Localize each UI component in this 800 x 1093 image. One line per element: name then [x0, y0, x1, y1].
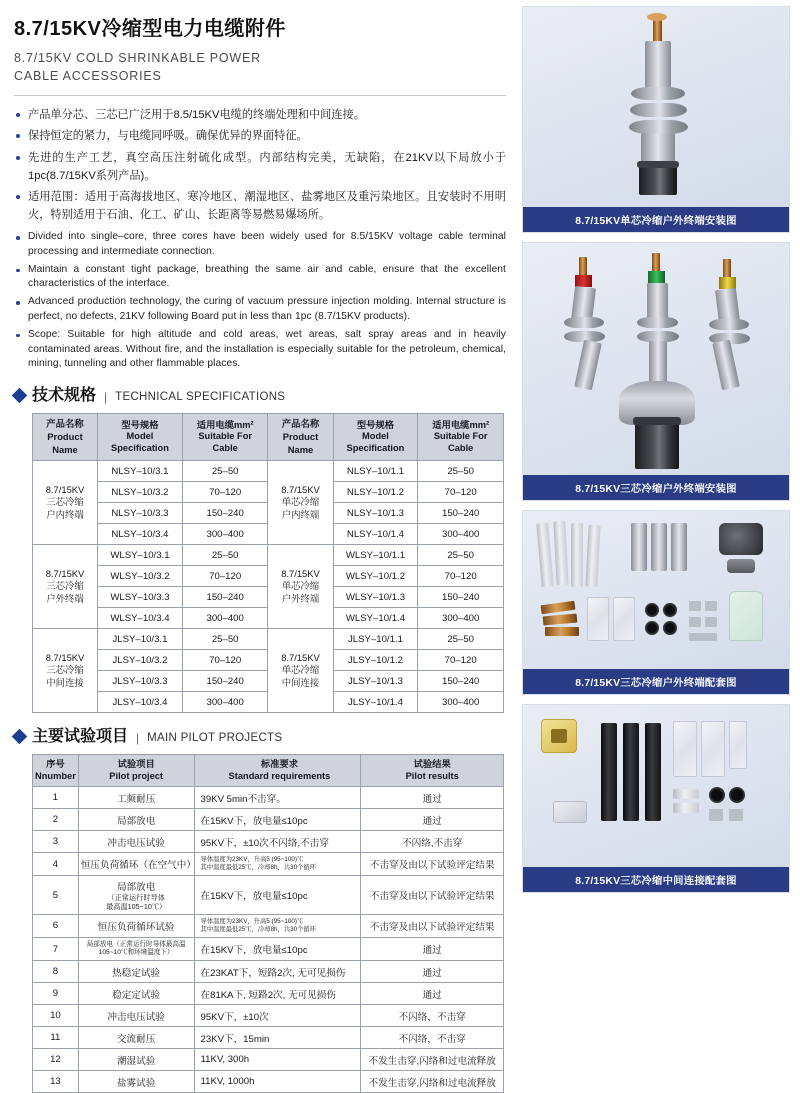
model-cell: JLSY–10/3.2 — [98, 650, 183, 671]
header-cn: 适用电缆mm² — [196, 419, 254, 430]
cell-item: 冲击电压试验 — [78, 831, 194, 853]
photo-three-core-joint-kit — [523, 705, 789, 867]
cable-cell: 25–50 — [182, 461, 268, 482]
cable-cell: 150–240 — [418, 503, 504, 524]
cable-cell: 25–50 — [182, 545, 268, 566]
header-cn: 标准要求 — [260, 759, 299, 770]
kit-ring-3 — [645, 621, 659, 635]
joint-bag-2 — [701, 721, 725, 777]
header-en: Model Specification — [111, 431, 169, 453]
list-item: Advanced production technology, the curing of vacuum pressure injection molding. Internal structure is perfect, no defects, 21KV following Board put in less than 1pc (8.7/15KV products). — [14, 295, 506, 325]
branch-skirt-right-1 — [709, 319, 749, 330]
col-number — [33, 755, 79, 787]
photo-single-core-outdoor-terminal — [523, 7, 789, 207]
cell-standard: 在81KA下, 短路2次, 无可见损伤 — [194, 983, 361, 1005]
kit-glove — [729, 591, 763, 641]
branch-skirt-center-1 — [637, 317, 678, 328]
model-cell: WLSY–10/1.1 — [333, 545, 418, 566]
cable-cell: 70–120 — [418, 566, 504, 587]
joint-bag-3 — [729, 721, 747, 769]
header-en: Product Name — [47, 430, 83, 455]
cell-number: 12 — [33, 1049, 79, 1071]
right-photo-column — [518, 0, 800, 981]
cell-number: 7 — [33, 937, 79, 960]
list-item: 保持恒定的紧力，与电缆同呼吸。确保优异的界面特征。 — [14, 127, 506, 145]
header-en: Suitable For Cable — [198, 431, 253, 453]
kit-lug-1 — [541, 601, 576, 615]
col-cable-1 — [182, 414, 268, 461]
col-model-2 — [333, 414, 418, 461]
header-en: Standard requirements — [228, 770, 331, 781]
model-cell: JLSY–10/3.1 — [98, 629, 183, 650]
group-name-cell: 8.7/15KV 三芯冷缩 户外终端 — [33, 545, 98, 629]
cell-standard — [194, 853, 361, 876]
kit-tube-1 — [536, 523, 554, 588]
model-cell: WLSY–10/1.3 — [333, 587, 418, 608]
group-name-cell: 8.7/15KV 单芯冷缩 中间连接 — [268, 629, 333, 713]
page-title: 8.7/15KV冷缩型电力电缆附件 — [14, 18, 286, 40]
model-cell: WLSY–10/3.3 — [98, 587, 183, 608]
section-header-pilot — [14, 729, 506, 745]
diamond-icon — [12, 388, 28, 404]
cell-item-main: 局部放电 — [116, 882, 156, 894]
table-row — [33, 461, 504, 482]
cable-cell: 150–240 — [182, 671, 268, 692]
joint-ring-1 — [709, 787, 725, 803]
kit-stress-cone-2 — [651, 523, 667, 571]
cell-item-note: （正常运行时导体 最高温105~10℃） — [106, 893, 167, 912]
branch-lug-right — [723, 259, 731, 279]
cell-result: 通过 — [361, 937, 504, 960]
cell-standard-note: 导体温度为23KV，升高5 (95~100)℃ 其中温度最低25℃，冷却8h，共30个循环 — [200, 856, 316, 872]
header-en: Model Specification — [346, 431, 405, 453]
cable-cell: 70–120 — [418, 650, 504, 671]
phase-band-green — [648, 271, 665, 283]
intro-bullets-en — [14, 230, 506, 372]
joint-chip-1 — [709, 809, 723, 821]
branch-tube-center — [647, 283, 668, 321]
model-cell: NLSY–10/3.4 — [98, 524, 183, 545]
cell-result: 通过 — [361, 983, 504, 1005]
cell-standard: 11KV, 1000h — [194, 1071, 361, 1093]
cell-result: 不击穿及由以下试验评定结果 — [361, 915, 504, 938]
title-divider — [14, 95, 506, 96]
table-header-row — [33, 414, 504, 461]
model-cell: NLSY–10/1.4 — [333, 524, 418, 545]
cell-result: 不发生击穿,闪络和过电流释放 — [361, 1071, 504, 1093]
kit-bag-1 — [587, 597, 609, 641]
table-row — [33, 787, 504, 809]
cable-cell: 25–50 — [182, 629, 268, 650]
model-cell: WLSY–10/3.1 — [98, 545, 183, 566]
kit-stress-cone-3 — [671, 523, 687, 571]
cell-standard — [194, 915, 361, 938]
cell-number: 9 — [33, 983, 79, 1005]
terminal-upper-tube — [645, 41, 671, 91]
cell-item — [78, 876, 194, 915]
cell-item: 局部放电（正常运行时导体最高温105~10℃和环境温度下） — [78, 937, 194, 960]
cell-number: 10 — [33, 1005, 79, 1027]
model-cell: NLSY–10/1.3 — [333, 503, 418, 524]
insulator-skirt-2 — [630, 103, 687, 117]
model-cell: JLSY–10/3.3 — [98, 671, 183, 692]
cell-result: 不闪络，不击穿 — [361, 1027, 504, 1049]
cell-standard-note: 导体温度为23KV，升高5 (95~100)℃ 其中温度最低25℃，冷却8h，共30个循环 — [200, 918, 316, 933]
cell-item: 热稳定试验 — [78, 961, 194, 983]
group-name-cell: 8.7/15KV 单芯冷缩 户外终端 — [268, 545, 333, 629]
cell-number: 4 — [33, 853, 79, 876]
sealing-band — [637, 161, 679, 168]
cable-cell: 25–50 — [418, 461, 504, 482]
kit-bag-2 — [613, 597, 635, 641]
cable-cell: 70–120 — [182, 482, 268, 503]
table-row — [33, 915, 504, 938]
spec-table-body — [33, 461, 504, 713]
header-cn: 型号规格 — [356, 419, 395, 430]
model-cell: NLSY–10/3.3 — [98, 503, 183, 524]
group-name-cell: 8.7/15KV 单芯冷缩 户内终端 — [268, 461, 333, 545]
kit-tape-reel-core — [551, 729, 567, 743]
model-cell: NLSY–10/3.1 — [98, 461, 183, 482]
joint-connector-2 — [673, 803, 699, 813]
model-cell: WLSY–10/1.2 — [333, 566, 418, 587]
cell-number: 1 — [33, 787, 79, 809]
cell-standard: 在15KV下，放电量≤10pc — [194, 876, 361, 915]
cell-standard: 39KV 5min不击穿。 — [194, 787, 361, 809]
cell-standard: 在15KV下，放电量≤10pc — [194, 937, 361, 960]
photo-card-single-core-outdoor-terminal — [522, 6, 790, 233]
header-en: Pilot results — [405, 770, 459, 781]
kit-chip-3 — [689, 617, 701, 627]
cell-item: 恒压负荷循环试验 — [78, 915, 194, 938]
main-cable — [635, 421, 679, 469]
cell-number: 13 — [33, 1071, 79, 1093]
cell-standard: 23KV下，15min — [194, 1027, 361, 1049]
model-cell: NLSY–10/1.1 — [333, 461, 418, 482]
table-row — [33, 545, 504, 566]
page-subtitle-line2: CABLE ACCESSORIES — [14, 69, 162, 84]
section-header-specs — [14, 388, 506, 404]
model-cell: NLSY–10/3.2 — [98, 482, 183, 503]
header-cn: 产品名称 — [46, 418, 84, 430]
model-cell: NLSY–10/1.2 — [333, 482, 418, 503]
joint-chip-2 — [729, 809, 743, 821]
cable-cell: 25–50 — [418, 629, 504, 650]
kit-tube-4 — [585, 525, 600, 588]
model-cell: JLSY–10/1.1 — [333, 629, 418, 650]
cell-item: 稳定定试验 — [78, 983, 194, 1005]
cell-standard: 95KV下，±10次不闪络,不击穿 — [194, 831, 361, 853]
section-title-en: TECHNICAL SPECIFICATIONS — [115, 390, 286, 403]
group-name-cell: 8.7/15KV 三芯冷缩 中间连接 — [33, 629, 98, 713]
col-cable-2 — [418, 414, 504, 461]
table-row — [33, 876, 504, 915]
kit-ring-2 — [663, 603, 677, 617]
main-pilot-projects-table — [32, 754, 504, 1093]
col-standard-requirements — [194, 755, 361, 787]
group-name-cell: 8.7/15KV 三芯冷缩 户内终端 — [33, 461, 98, 545]
joint-tube-3 — [645, 723, 661, 821]
cable-cell: 70–120 — [418, 482, 504, 503]
cell-number: 11 — [33, 1027, 79, 1049]
cable-cell: 150–240 — [182, 587, 268, 608]
table-row — [33, 1005, 504, 1027]
col-pilot-project — [78, 755, 194, 787]
branch-skirt-left-1 — [564, 317, 604, 328]
cable-cell: 25–50 — [418, 545, 504, 566]
photo-caption: 8.7/15KV三芯冷缩中间连接配套图 — [523, 867, 789, 892]
list-item: Scope: Suitable for high altitude and cold areas, wet areas, salt spray areas and in heavily contaminated areas. Without fire, and the installation is especially suitable for the petroleum, chemical, mining, tunneling and other flammable places. — [14, 328, 506, 372]
list-item: 适用范围：适用于高海拔地区、寒冷地区、潮湿地区、盐雾地区及重污染地区。且安装时不用明火，特别适用于石油、化工、矿山、长距离等易燃易爆场所。 — [14, 188, 506, 224]
cell-item: 冲击电压试验 — [78, 1005, 194, 1027]
col-product-name-2 — [268, 414, 333, 461]
model-cell: WLSY–10/3.2 — [98, 566, 183, 587]
kit-tape-roll-2 — [727, 559, 755, 573]
header-cn: 型号规格 — [121, 419, 159, 430]
table-row — [33, 1027, 504, 1049]
model-cell: WLSY–10/3.4 — [98, 608, 183, 629]
section-title-cn: 技术规格 — [32, 387, 97, 405]
header-cn: 试验项目 — [117, 759, 155, 770]
cell-result: 不击穿及由以下试验评定结果 — [361, 853, 504, 876]
table-row — [33, 983, 504, 1005]
cable-cell: 70–120 — [182, 650, 268, 671]
page-subtitle-line1: 8.7/15KV COLD SHRINKABLE POWER — [14, 51, 261, 65]
joint-tube-2 — [623, 723, 639, 821]
cell-number: 8 — [33, 961, 79, 983]
joint-tube-1 — [601, 723, 617, 821]
cell-standard: 95KV下，±10次 — [194, 1005, 361, 1027]
joint-bag-1 — [673, 721, 697, 777]
cell-result: 通过 — [361, 809, 504, 831]
list-item: Maintain a constant tight package, breathing the same air and cable, ensure that the excellent characteristics of the interface. — [14, 263, 506, 293]
kit-stress-cone-1 — [631, 523, 647, 571]
photo-card-three-core-outdoor-terminal — [522, 242, 790, 501]
table-row — [33, 961, 504, 983]
branch-lug-center — [652, 253, 660, 273]
cable-cell: 300–400 — [418, 692, 504, 713]
table-row — [33, 1049, 504, 1071]
cell-number: 6 — [33, 915, 79, 938]
photo-caption: 8.7/15KV三芯冷缩户外终端配套图 — [523, 669, 789, 694]
intro-bullets-cn — [14, 106, 506, 224]
joint-ring-2 — [729, 787, 745, 803]
cell-item: 局部放电 — [78, 809, 194, 831]
joint-connector-1 — [673, 789, 699, 799]
kit-ring-1 — [645, 603, 659, 617]
kit-ring-4 — [663, 621, 677, 635]
cell-item: 恒压负荷循环（在空气中） — [78, 853, 194, 876]
cable-cell: 300–400 — [182, 524, 268, 545]
cable-cell: 300–400 — [418, 608, 504, 629]
header-en: Suitable For Cable — [433, 431, 488, 453]
photo-card-three-core-outdoor-kit — [522, 510, 790, 695]
list-item: 先进的生产工艺，真空高压注射硫化成型。内部结构完美，无缺陷，在21KV以下局放小于1pc(8.7/15KV系列产品)。 — [14, 149, 506, 185]
section-title-cn: 主要试验项目 — [32, 728, 129, 746]
cell-number: 2 — [33, 809, 79, 831]
header-cn: 产品名称 — [281, 418, 320, 430]
technical-specifications-table — [32, 413, 504, 713]
model-cell: JLSY–10/3.4 — [98, 692, 183, 713]
branch-lug-left — [579, 257, 587, 277]
kit-lug-2 — [543, 614, 578, 626]
photo-card-three-core-joint-kit — [522, 704, 790, 893]
table-header-row — [33, 755, 504, 787]
section-separator: | — [136, 731, 140, 746]
cable-cell: 300–400 — [418, 524, 504, 545]
cell-standard: 在23KAT下，短路2次, 无可见损伤 — [194, 961, 361, 983]
branch-leg-left — [574, 340, 602, 391]
col-pilot-results — [361, 755, 504, 787]
pilot-table-body — [33, 787, 504, 1093]
kit-tape-roll — [719, 523, 763, 555]
kit-tube-2 — [553, 521, 568, 586]
joint-accessory-box — [553, 801, 587, 823]
cell-item: 盐雾试验 — [78, 1071, 194, 1093]
table-row — [33, 831, 504, 853]
photo-three-core-outdoor-terminal — [523, 243, 789, 475]
kit-chip-4 — [705, 617, 717, 627]
cable-cell: 300–400 — [182, 692, 268, 713]
header-cn: 适用电缆mm² — [432, 419, 490, 430]
photo-three-core-outdoor-kit — [523, 511, 789, 669]
kit-chip-2 — [705, 601, 717, 611]
cable-cell: 300–400 — [182, 608, 268, 629]
table-row — [33, 937, 504, 960]
list-item: 产品单分芯、三芯已广泛用于8.5/15KV电缆的终端处理和中间连接。 — [14, 106, 506, 124]
cell-result: 不闪络，不击穿 — [361, 1005, 504, 1027]
section-title-en: MAIN PILOT PROJECTS — [147, 731, 283, 744]
header-cn: 试验结果 — [413, 759, 451, 770]
table-row — [33, 809, 504, 831]
cell-item: 工频耐压 — [78, 787, 194, 809]
cable-clamp — [633, 417, 681, 425]
cell-result: 不击穿及由以下试验评定结果 — [361, 876, 504, 915]
cable-cell: 150–240 — [418, 671, 504, 692]
cell-result: 不发生击穿,闪络和过电流释放 — [361, 1049, 504, 1071]
model-cell: JLSY–10/1.3 — [333, 671, 418, 692]
header-cn: 序号 — [46, 759, 65, 770]
page-subtitle — [14, 49, 506, 85]
table-row — [33, 1071, 504, 1093]
photo-caption: 8.7/15KV单芯冷缩户外终端安装图 — [523, 207, 789, 232]
lug-eye — [647, 13, 667, 21]
photo-caption: 8.7/15KV三芯冷缩户外终端安装图 — [523, 475, 789, 500]
insulator-skirt-3 — [629, 120, 688, 134]
cell-number: 3 — [33, 831, 79, 853]
cell-item: 潮湿试验 — [78, 1049, 194, 1071]
header-en: Nnumber — [35, 770, 76, 781]
cell-standard: 在15KV下，放电量≤10pc — [194, 809, 361, 831]
model-cell: JLSY–10/1.2 — [333, 650, 418, 671]
diamond-icon — [12, 729, 28, 745]
col-model-1 — [98, 414, 183, 461]
section-separator: | — [104, 390, 108, 405]
model-cell: WLSY–10/1.4 — [333, 608, 418, 629]
header-en: Product Name — [282, 430, 319, 455]
cell-result: 通过 — [361, 787, 504, 809]
cable-sheath — [639, 165, 677, 195]
kit-chip-1 — [689, 601, 701, 611]
table-row — [33, 853, 504, 876]
cell-result: 通过 — [361, 961, 504, 983]
col-product-name-1 — [33, 414, 98, 461]
cell-number: 5 — [33, 876, 79, 915]
cell-item: 交流耐压 — [78, 1027, 194, 1049]
kit-lug-3 — [545, 627, 579, 636]
model-cell: JLSY–10/1.4 — [333, 692, 418, 713]
header-en: Pilot project — [109, 770, 164, 781]
cable-cell: 70–120 — [182, 566, 268, 587]
table-row — [33, 629, 504, 650]
kit-chip-5 — [689, 633, 717, 641]
cell-standard: 11KV, 300h — [194, 1049, 361, 1071]
cell-result: 不闪络,不击穿 — [361, 831, 504, 853]
branch-leg-right — [712, 340, 740, 391]
kit-tube-3 — [571, 523, 583, 587]
insulator-skirt-1 — [631, 87, 685, 100]
cable-cell: 150–240 — [182, 503, 268, 524]
cable-cell: 150–240 — [418, 587, 504, 608]
list-item: Divided into single–core, three cores have been widely used for 8.5/15KV voltage cable terminal processing and intermediate connection. — [14, 230, 506, 260]
